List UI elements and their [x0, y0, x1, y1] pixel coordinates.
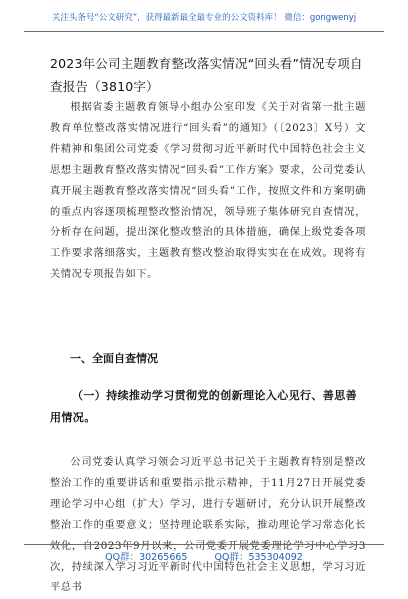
- section-heading: 一、全面自查情况: [70, 352, 158, 365]
- footer-divider: [24, 544, 384, 545]
- footer: [0, 551, 408, 565]
- body-paragraph: 公司党委认真学习领会习近平总书记关于主题教育特别是整改整治工作的重要讲话和重要指示批示精神，于11月27日开展党委理论学习中心组（扩大）学习，进行专题研讨，充分认识开展整改整治工作的重要意义；坚持理论联系实际，推动理论学习常态化长效化，自2023年9月以来，公司党委开展党委理论学习中心学习3次，持续深入学习习近平新时代中国特色社会主义思想，学习习近平总书: [50, 457, 366, 594]
- subsection-heading: （一）持续推动学习贯彻党的创新理论入心见行、善思善用情况。: [50, 389, 357, 424]
- header-banner: 关注头条号“公文研究”，获得最新最全最专业的公文资料库！ 微信：gongwenyj: [51, 13, 357, 23]
- intro-paragraph: 根据省委主题教育领导小组办公室印发《关于对省第一批主题教育单位整改落实情况进行“回头看”的通知》（〔2023〕X号）文件精神和集团公司党委《学习贯彻习近平新时代中国特色社会主义思想主题教育整改落实情况“回头看”工作方案》要求，公司党委认真开展主题教育整改落实情况“回头看”工作，按照文件和方案明确的重点内容逐项梳理整改整治情况，领导班子集体研究自查情况，分析存在问题，提出深化整改整治的具体措施，确保上级党委各项工作要求落细落实，主题教育整改整治取得实实在在成效。现将有关情况专项报告如下。: [50, 102, 366, 281]
- footer-qq-group-1: QQ群：30265665: [105, 552, 188, 563]
- document-title: 2023年公司主题教育整改落实情况“回头看”情况专项自查报告（3810字）: [50, 56, 363, 94]
- header-divider: [24, 31, 384, 32]
- footer-qq-group-2: QQ群：535304092: [214, 552, 303, 563]
